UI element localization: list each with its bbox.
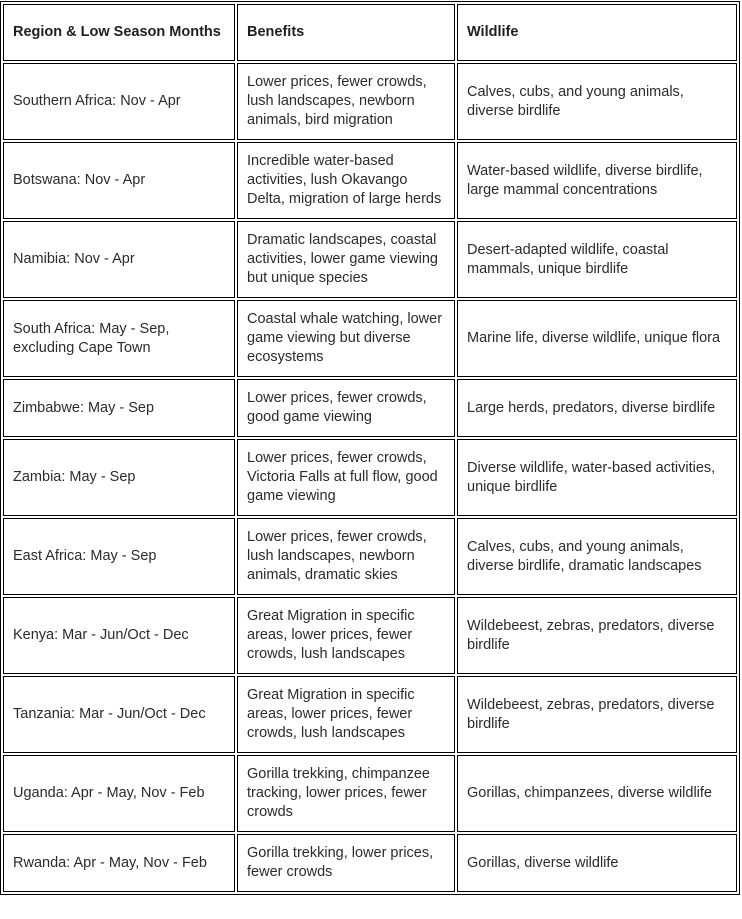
region-cell: Southern Africa: Nov - Apr bbox=[3, 63, 235, 140]
wildlife-cell: Diverse wildlife, water-based activities, unique birdlife bbox=[457, 439, 737, 516]
region-cell: Zimbabwe: May - Sep bbox=[3, 379, 235, 437]
benefits-cell: Lower prices, fewer crowds, good game viewing bbox=[237, 379, 455, 437]
table-header bbox=[3, 4, 737, 61]
column-header-benefits: Benefits bbox=[237, 4, 455, 61]
wildlife-cell: Desert-adapted wildlife, coastal mammals, unique birdlife bbox=[457, 221, 737, 298]
region-cell: South Africa: May - Sep, excluding Cape Town bbox=[3, 300, 235, 377]
column-header-region: Region & Low Season Months bbox=[3, 4, 235, 61]
table-row bbox=[3, 142, 737, 219]
table-row bbox=[3, 676, 737, 753]
benefits-cell: Gorilla trekking, lower prices, fewer crowds bbox=[237, 834, 455, 892]
table-row bbox=[3, 379, 737, 437]
table-row bbox=[3, 518, 737, 595]
wildlife-cell: Calves, cubs, and young animals, diverse birdlife bbox=[457, 63, 737, 140]
region-cell: Botswana: Nov - Apr bbox=[3, 142, 235, 219]
benefits-cell: Great Migration in specific areas, lower prices, fewer crowds, lush landscapes bbox=[237, 597, 455, 674]
safari-low-season-table bbox=[0, 1, 740, 895]
wildlife-cell: Gorillas, chimpanzees, diverse wildlife bbox=[457, 755, 737, 832]
table-row bbox=[3, 597, 737, 674]
wildlife-cell: Marine life, diverse wildlife, unique flora bbox=[457, 300, 737, 377]
header-row bbox=[3, 4, 737, 61]
wildlife-cell: Gorillas, diverse wildlife bbox=[457, 834, 737, 892]
table-row bbox=[3, 300, 737, 377]
wildlife-cell: Water-based wildlife, diverse birdlife, large mammal concentrations bbox=[457, 142, 737, 219]
benefits-cell: Lower prices, fewer crowds, lush landscapes, newborn animals, bird migration bbox=[237, 63, 455, 140]
region-cell: Zambia: May - Sep bbox=[3, 439, 235, 516]
table-row bbox=[3, 221, 737, 298]
column-header-wildlife: Wildlife bbox=[457, 4, 737, 61]
table-row bbox=[3, 755, 737, 832]
table-row bbox=[3, 834, 737, 892]
region-cell: East Africa: May - Sep bbox=[3, 518, 235, 595]
region-cell: Rwanda: Apr - May, Nov - Feb bbox=[3, 834, 235, 892]
region-cell: Kenya: Mar - Jun/Oct - Dec bbox=[3, 597, 235, 674]
table-row bbox=[3, 439, 737, 516]
wildlife-cell: Wildebeest, zebras, predators, diverse birdlife bbox=[457, 676, 737, 753]
wildlife-cell: Large herds, predators, diverse birdlife bbox=[457, 379, 737, 437]
table-row bbox=[3, 63, 737, 140]
benefits-cell: Incredible water-based activities, lush Okavango Delta, migration of large herds bbox=[237, 142, 455, 219]
table-body bbox=[3, 63, 737, 892]
benefits-cell: Lower prices, fewer crowds, Victoria Falls at full flow, good game viewing bbox=[237, 439, 455, 516]
wildlife-cell: Calves, cubs, and young animals, diverse birdlife, dramatic landscapes bbox=[457, 518, 737, 595]
region-cell: Namibia: Nov - Apr bbox=[3, 221, 235, 298]
benefits-cell: Great Migration in specific areas, lower prices, fewer crowds, lush landscapes bbox=[237, 676, 455, 753]
benefits-cell: Dramatic landscapes, coastal activities, lower game viewing but unique species bbox=[237, 221, 455, 298]
benefits-cell: Lower prices, fewer crowds, lush landscapes, newborn animals, dramatic skies bbox=[237, 518, 455, 595]
benefits-cell: Coastal whale watching, lower game viewing but diverse ecosystems bbox=[237, 300, 455, 377]
wildlife-cell: Wildebeest, zebras, predators, diverse birdlife bbox=[457, 597, 737, 674]
benefits-cell: Gorilla trekking, chimpanzee tracking, lower prices, fewer crowds bbox=[237, 755, 455, 832]
region-cell: Uganda: Apr - May, Nov - Feb bbox=[3, 755, 235, 832]
region-cell: Tanzania: Mar - Jun/Oct - Dec bbox=[3, 676, 235, 753]
